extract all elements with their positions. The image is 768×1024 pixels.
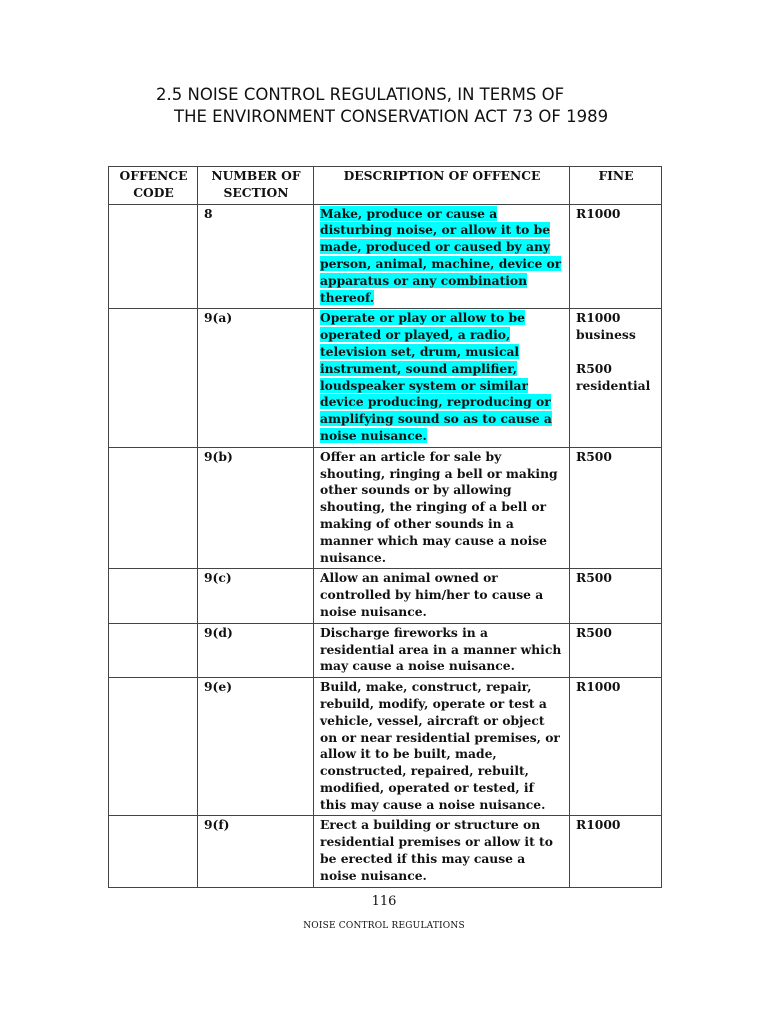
fine-cell	[570, 623, 662, 677]
page-number: 116	[371, 894, 397, 909]
table-body	[109, 204, 662, 887]
offence-code-cell	[109, 309, 198, 447]
description-cell	[314, 204, 570, 309]
fine-cell	[570, 447, 662, 569]
offence-code-cell	[109, 204, 198, 309]
section-number-cell: 9(e)	[198, 678, 314, 816]
description-text: Offer an article for sale by shouting, ringing a bell or making other sounds or by allowing shouting, the ringing of a bell or making of other sounds in a manner which may cause a noise nuisance.	[320, 448, 558, 565]
offence-code-cell	[109, 623, 198, 677]
table-row	[109, 569, 662, 623]
fine-amount	[576, 344, 656, 361]
offence-table	[108, 166, 662, 888]
heading-line-1: 2.5 NOISE CONTROL REGULATIONS, IN TERMS OF	[156, 85, 565, 104]
section-number-cell: 9(c)	[198, 569, 314, 623]
table-header-row	[109, 167, 662, 205]
description-cell	[314, 309, 570, 447]
fine-amount: R500	[576, 448, 612, 464]
description-text: Erect a building or structure on residential premises or allow it to be erected if this may cause a noise nuisance.	[320, 817, 553, 883]
offence-code-cell	[109, 447, 198, 569]
table-row	[109, 309, 662, 447]
description-cell	[314, 569, 570, 623]
fine-amount: business	[576, 327, 636, 343]
header-number-of-section: NUMBER OF SECTION	[198, 167, 314, 205]
description-cell	[314, 678, 570, 816]
fine-amount: R1000	[576, 679, 621, 695]
fine-cell	[570, 678, 662, 816]
fine-cell	[570, 309, 662, 447]
description-cell	[314, 623, 570, 677]
section-number-cell: 9(b)	[198, 447, 314, 569]
fine-amount: R1000	[576, 310, 621, 326]
table-row	[109, 816, 662, 887]
table-row	[109, 678, 662, 816]
fine-cell	[570, 816, 662, 887]
section-number-cell: 8	[198, 204, 314, 309]
header-description: DESCRIPTION OF OFFENCE	[314, 167, 570, 205]
description-text: Make, produce or cause a disturbing noise, or allow it to be made, produced or caused by any person, animal, machine, device or apparatus or any combination thereof.	[320, 205, 562, 305]
description-cell	[314, 447, 570, 569]
fine-amount: R500	[576, 360, 612, 376]
description-cell	[314, 816, 570, 887]
description-text: Discharge fireworks in a residential area in a manner which may cause a noise nuisance.	[320, 624, 562, 674]
heading-line-2: THE ENVIRONMENT CONSERVATION ACT 73 OF 1989	[174, 107, 609, 126]
section-number-cell: 9(a)	[198, 309, 314, 447]
offence-code-cell	[109, 816, 198, 887]
section-number-cell: 9(f)	[198, 816, 314, 887]
table-row	[109, 447, 662, 569]
page-footer: NOISE CONTROL REGULATIONS	[303, 921, 465, 931]
description-text: Allow an animal owned or controlled by him/her to cause a noise nuisance.	[320, 570, 544, 619]
fine-amount: residential	[576, 377, 651, 393]
fine-cell	[570, 569, 662, 623]
section-number-cell: 9(d)	[198, 623, 314, 677]
header-fine: FINE	[570, 167, 662, 205]
fine-amount: R500	[576, 570, 612, 586]
offence-code-cell	[109, 569, 198, 623]
header-offence-code: OFFENCE CODE	[109, 167, 198, 205]
fine-amount: R1000	[576, 817, 621, 833]
fine-amount: R500	[576, 624, 612, 640]
fine-amount: R1000	[576, 205, 621, 221]
description-text: Operate or play or allow to be operated or played, a radio, television set, drum, musical instrument, sound amplifier, loudspeaker system or similar device producing, reproducing or amplifying sound so as to cause a noise nuisance.	[320, 310, 552, 443]
table-row	[109, 204, 662, 309]
description-text: Build, make, construct, repair, rebuild, modify, operate or test a vehicle, vessel, aircraft or object on or near residential premises, or allow it to be built, made, constructed, repaired, rebuilt, modified, operated or tested, if this may cause a noise nuisance.	[320, 679, 560, 812]
table-row	[109, 623, 662, 677]
offence-code-cell	[109, 678, 198, 816]
fine-cell	[570, 204, 662, 309]
